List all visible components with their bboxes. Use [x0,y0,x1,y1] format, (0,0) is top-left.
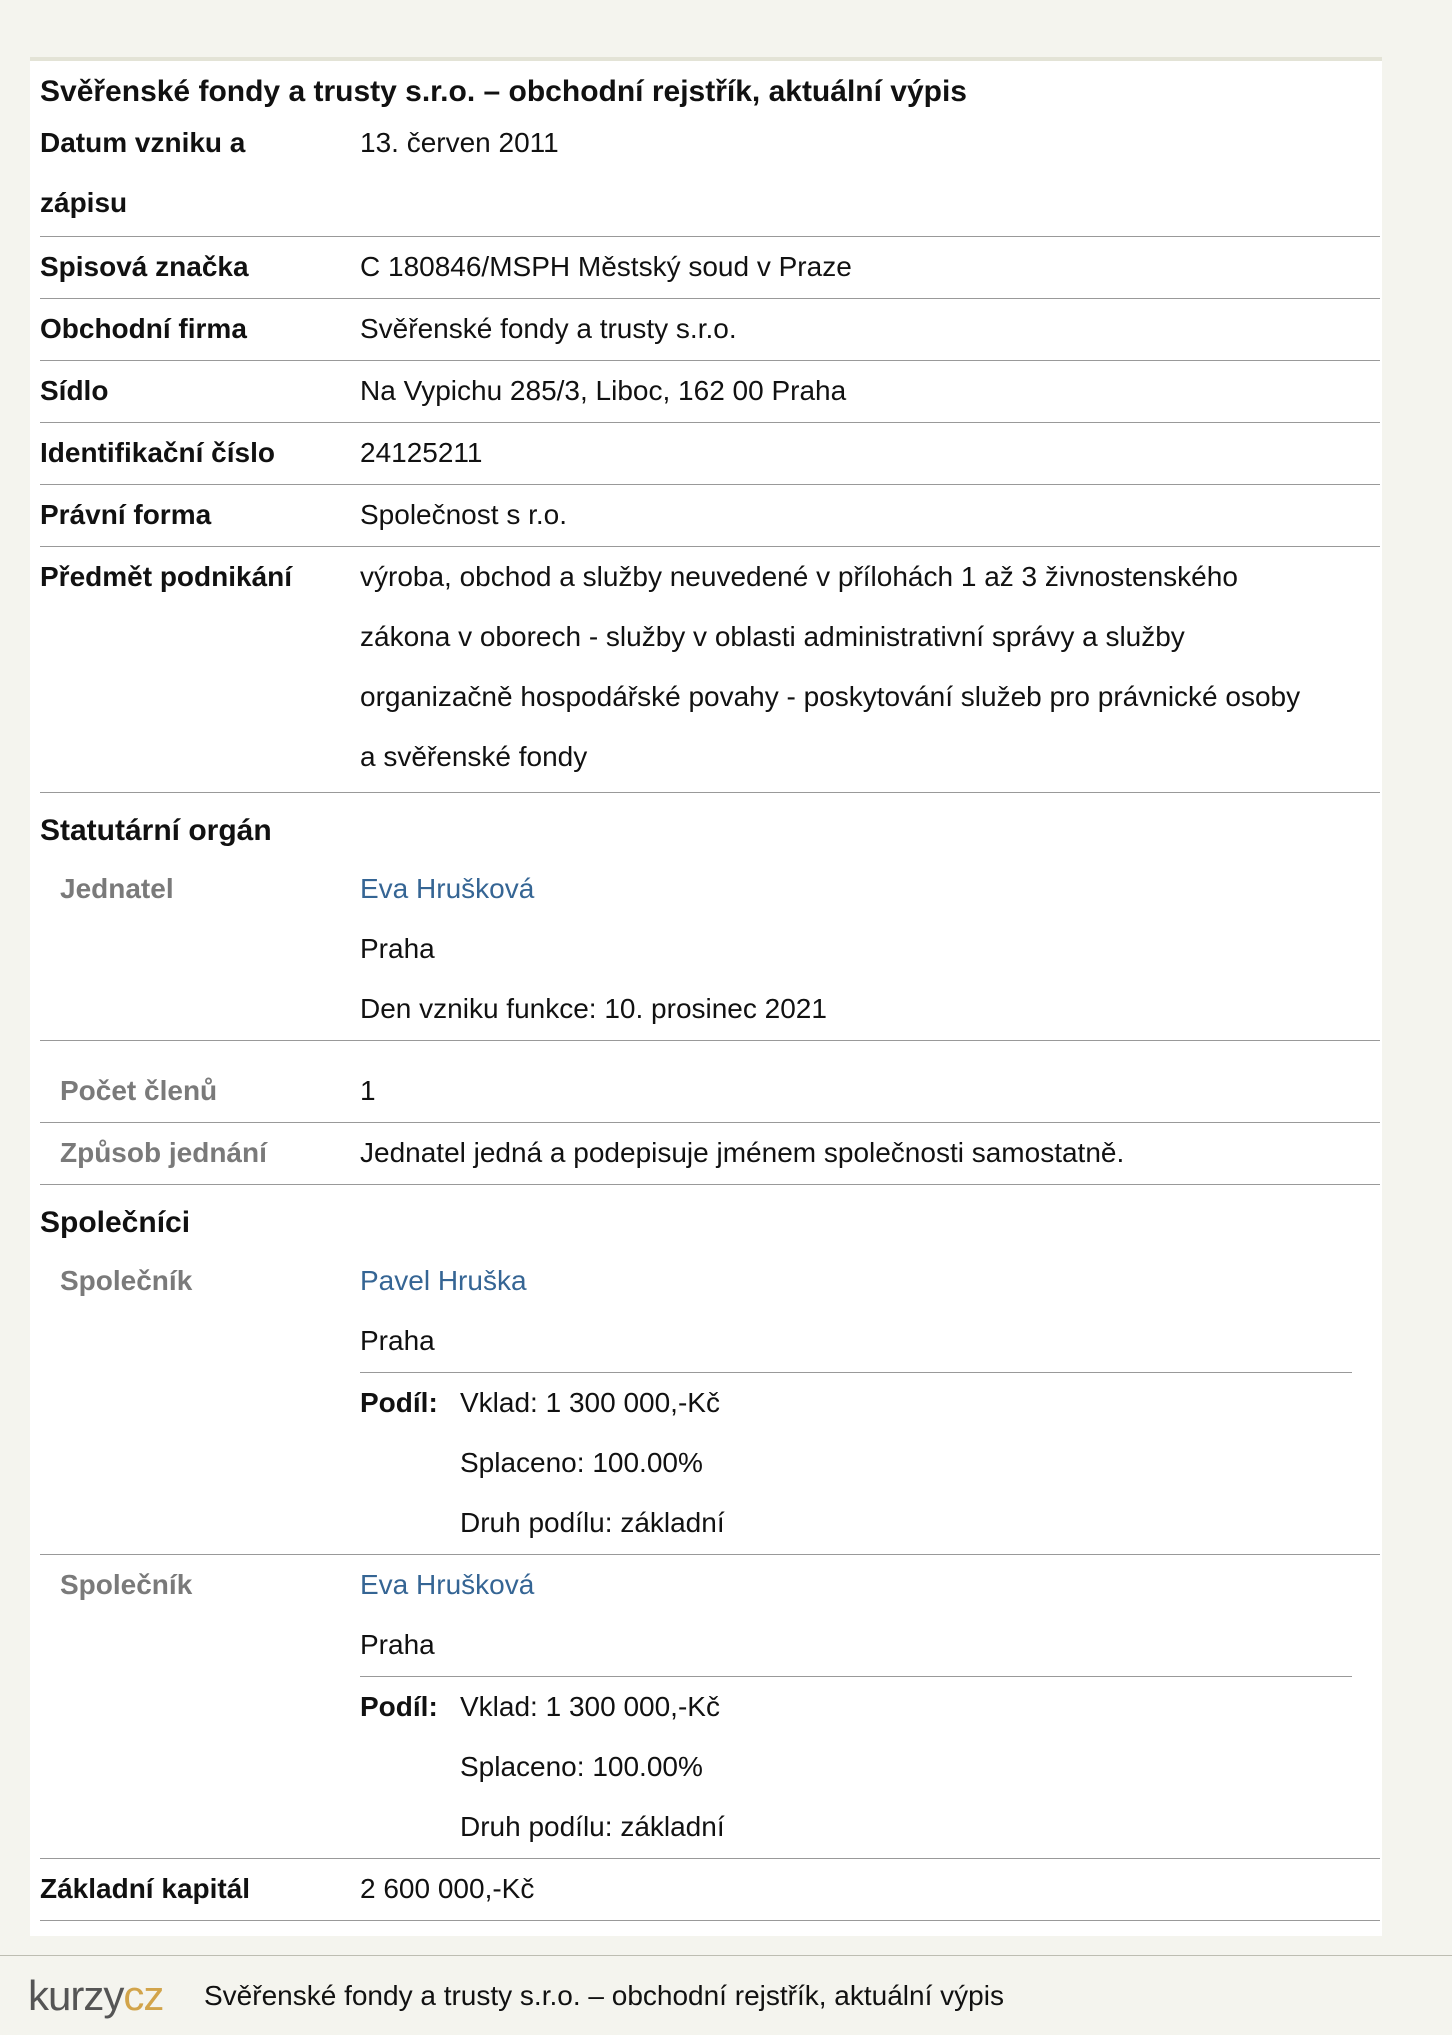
label-zpusob-jednani: Způsob jednání [60,1137,267,1168]
row-jednatel [40,859,1380,1041]
row-spolecnik [40,1251,1380,1555]
podil-vklad: Vklad: 1 300 000,-Kč [460,1387,720,1418]
row-sidlo [40,361,1380,423]
row-obchodni-firma [40,299,1380,361]
row-spisova-znacka [40,237,1380,299]
label-obchodni-firma: Obchodní firma [40,313,247,344]
row-spolecnik [40,1555,1380,1859]
value-zpusob-jednani: Jednatel jedná a podepisuje jménem společnosti samostatně. [360,1137,1125,1168]
label-predmet-podnikani: Předmět podnikání [40,561,293,592]
podil-splaceno: Splaceno: 100.00% [460,1447,703,1478]
jednatel-since: Den vzniku funkce: 10. prosinec 2021 [360,993,827,1024]
value-predmet-podnikani [360,547,1390,787]
section-statutarni-organ [40,801,1380,861]
page-title: Svěřenské fondy a trusty s.r.o. – obchodní rejstřík, aktuální výpis [40,75,967,108]
label-jednatel: Jednatel [60,873,174,904]
row-pravni-forma [40,485,1380,547]
row-zpusob-jednani [40,1123,1380,1185]
row-ico [40,423,1380,485]
label-ico: Identifikační číslo [40,437,275,468]
label-zakladni-kapital: Základní kapitál [40,1873,251,1904]
predmet-line: zákona v oborech - služby v oblasti administrativní správy a služby [360,621,1185,652]
value-ico: 24125211 [360,437,483,468]
predmet-line: výroba, obchod a služby neuvedené v přílohách 1 až 3 živnostenského [360,561,1238,592]
value-datum-vzniku: 13. červen 2011 [360,127,559,158]
value-spolecnik [360,1251,1390,1371]
value-pravni-forma: Společnost s r.o. [360,499,568,530]
value-jednatel [360,859,1390,1039]
podil-values [460,1677,725,1857]
value-pocet-clenu: 1 [360,1075,376,1106]
extract-card [30,57,1382,1936]
label-datum-vzniku: Datum vzniku a zápisu [40,127,246,218]
row-datum-vzniku [40,113,1380,237]
value-spisova-znacka: C 180846/MSPH Městský soud v Praze [360,251,852,282]
kurzy-logo[interactable]: kurzycz [28,1972,164,2019]
label-sidlo: Sídlo [40,375,109,406]
row-predmet-podnikani [40,547,1380,793]
spolecnik-name-link[interactable]: Pavel Hruška [360,1265,527,1296]
row-zakladni-kapital [40,1859,1380,1921]
predmet-line: a svěřenské fondy [360,741,588,772]
label-pocet-clenu: Počet členů [60,1075,218,1106]
value-sidlo: Na Vypichu 285/3, Liboc, 162 00 Praha [360,375,847,406]
jednatel-name-link[interactable]: Eva Hrušková [360,873,535,904]
value-spolecnik [360,1555,1390,1675]
spolecnik-name-link[interactable]: Eva Hrušková [360,1569,535,1600]
footer-bar [0,1955,1452,2035]
section-heading-spolecnici: Společníci [40,1206,191,1239]
podil-druh: Druh podílu: základní [460,1507,725,1538]
podil-values [460,1373,725,1553]
podil-splaceno: Splaceno: 100.00% [460,1751,703,1782]
podil-vklad: Vklad: 1 300 000,-Kč [460,1691,720,1722]
spolecnik-city: Praha [360,1629,435,1660]
footer-title: Svěřenské fondy a trusty s.r.o. – obchodní rejstřík, aktuální výpis [204,1980,1004,2011]
section-heading-statutarni: Statutární orgán [40,814,272,847]
row-pocet-clenu [40,1061,1380,1123]
podil-label: Podíl: [360,1691,438,1722]
spolecnik-city: Praha [360,1325,435,1356]
label-spolecnik: Společník [60,1569,193,1600]
value-obchodni-firma: Svěřenské fondy a trusty s.r.o. [360,313,737,344]
section-spolecnici [40,1193,1380,1253]
jednatel-city: Praha [360,933,435,964]
label-spisova-znacka: Spisová značka [40,251,249,282]
predmet-line: organizačně hospodářské povahy - poskytování služeb pro právnické osoby [360,681,1301,712]
label-pravni-forma: Právní forma [40,499,212,530]
label-spolecnik: Společník [60,1265,193,1296]
podil-druh: Druh podílu: základní [460,1811,725,1842]
value-zakladni-kapital: 2 600 000,-Kč [360,1873,535,1904]
podil-label: Podíl: [360,1387,438,1418]
